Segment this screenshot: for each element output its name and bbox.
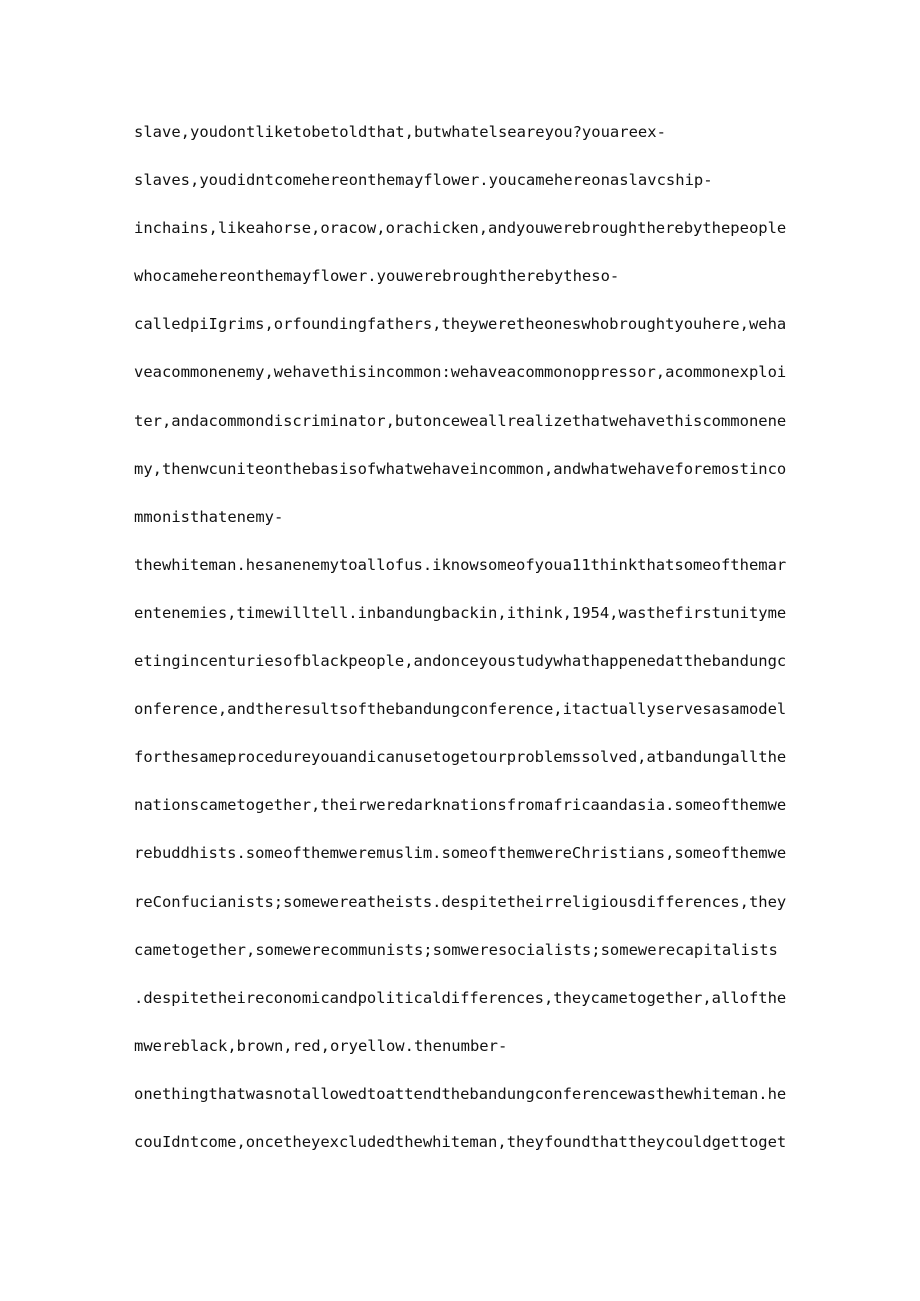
text-line: reConfucianists;somewereatheists.despitetheirreligiousdifferences,they <box>134 892 786 911</box>
text-line: rebuddhists.someofthemweremuslim.someofthemwereChristians,someofthemwe <box>134 844 786 863</box>
text-line: onethingthatwasnotallowedtoattendthebandungconferencewasthewhiteman.he <box>134 1084 786 1103</box>
text-line: entenemies,timewilltell.inbandungbackin,ithink,1954,wasthefirstunityme <box>134 603 786 622</box>
text-line: cametogether,somewerecommunists;somweresocialists;somewerecapitalists <box>134 940 778 959</box>
text-line: whocamehereonthemayflower.youwerebroughtherebytheso- <box>134 267 620 286</box>
text-line: calledpiIgrims,orfoundingfathers,theyweretheoneswhobroughtyouhere,weha <box>134 315 786 334</box>
text-line: forthesameprocedureyouandicanusetogetourproblemssolved,atbandungallthe <box>134 748 786 767</box>
text-line: couIdntcome,oncetheyexcludedthewhiteman,theyfoundthattheycouldgettoget <box>134 1132 786 1151</box>
text-line: etingincenturiesofblackpeople,andonceyoustudywhathappenedatthebandungc <box>134 652 786 671</box>
text-line: inchains,likeahorse,oracow,orachicken,andyouwerebroughtherebythepeople <box>134 219 786 238</box>
text-line: veacommonenemy,wehavethisincommon:wehaveacommonoppressor,acommonexploi <box>134 363 786 382</box>
text-line: my,thenwcuniteonthebasisofwhatwehaveincommon,andwhatwehaveforemostinco <box>134 459 786 478</box>
text-line: onference,andtheresultsofthebandungconference,itactuallyservesasamodel <box>134 700 786 719</box>
text-line: slave,youdontliketobetoldthat,butwhatelseareyou?youareex- <box>134 123 666 141</box>
text-line: mwereblack,brown,red,oryellow.thenumber- <box>134 1036 508 1055</box>
text-line: thewhiteman.hesanenemytoallofus.iknowsomeofyoua11thinkthatsomeofthemar <box>134 555 786 574</box>
text-line: slaves,youdidntcomehereonthemayflower.youcamehereonaslavcship- <box>134 171 713 190</box>
text-line: .despitetheireconomicandpoliticaldifferences,theycametogether,allofthe <box>134 988 786 1007</box>
document-body <box>134 120 786 1178</box>
text-line: mmonisthatenemy- <box>134 507 284 526</box>
text-line: ter,andacommondiscriminator,butonceweallrealizethatwehavethiscommonene <box>134 411 786 430</box>
text-line: nationscametogether,theirweredarknationsfromafricaandasia.someofthemwe <box>134 796 786 815</box>
